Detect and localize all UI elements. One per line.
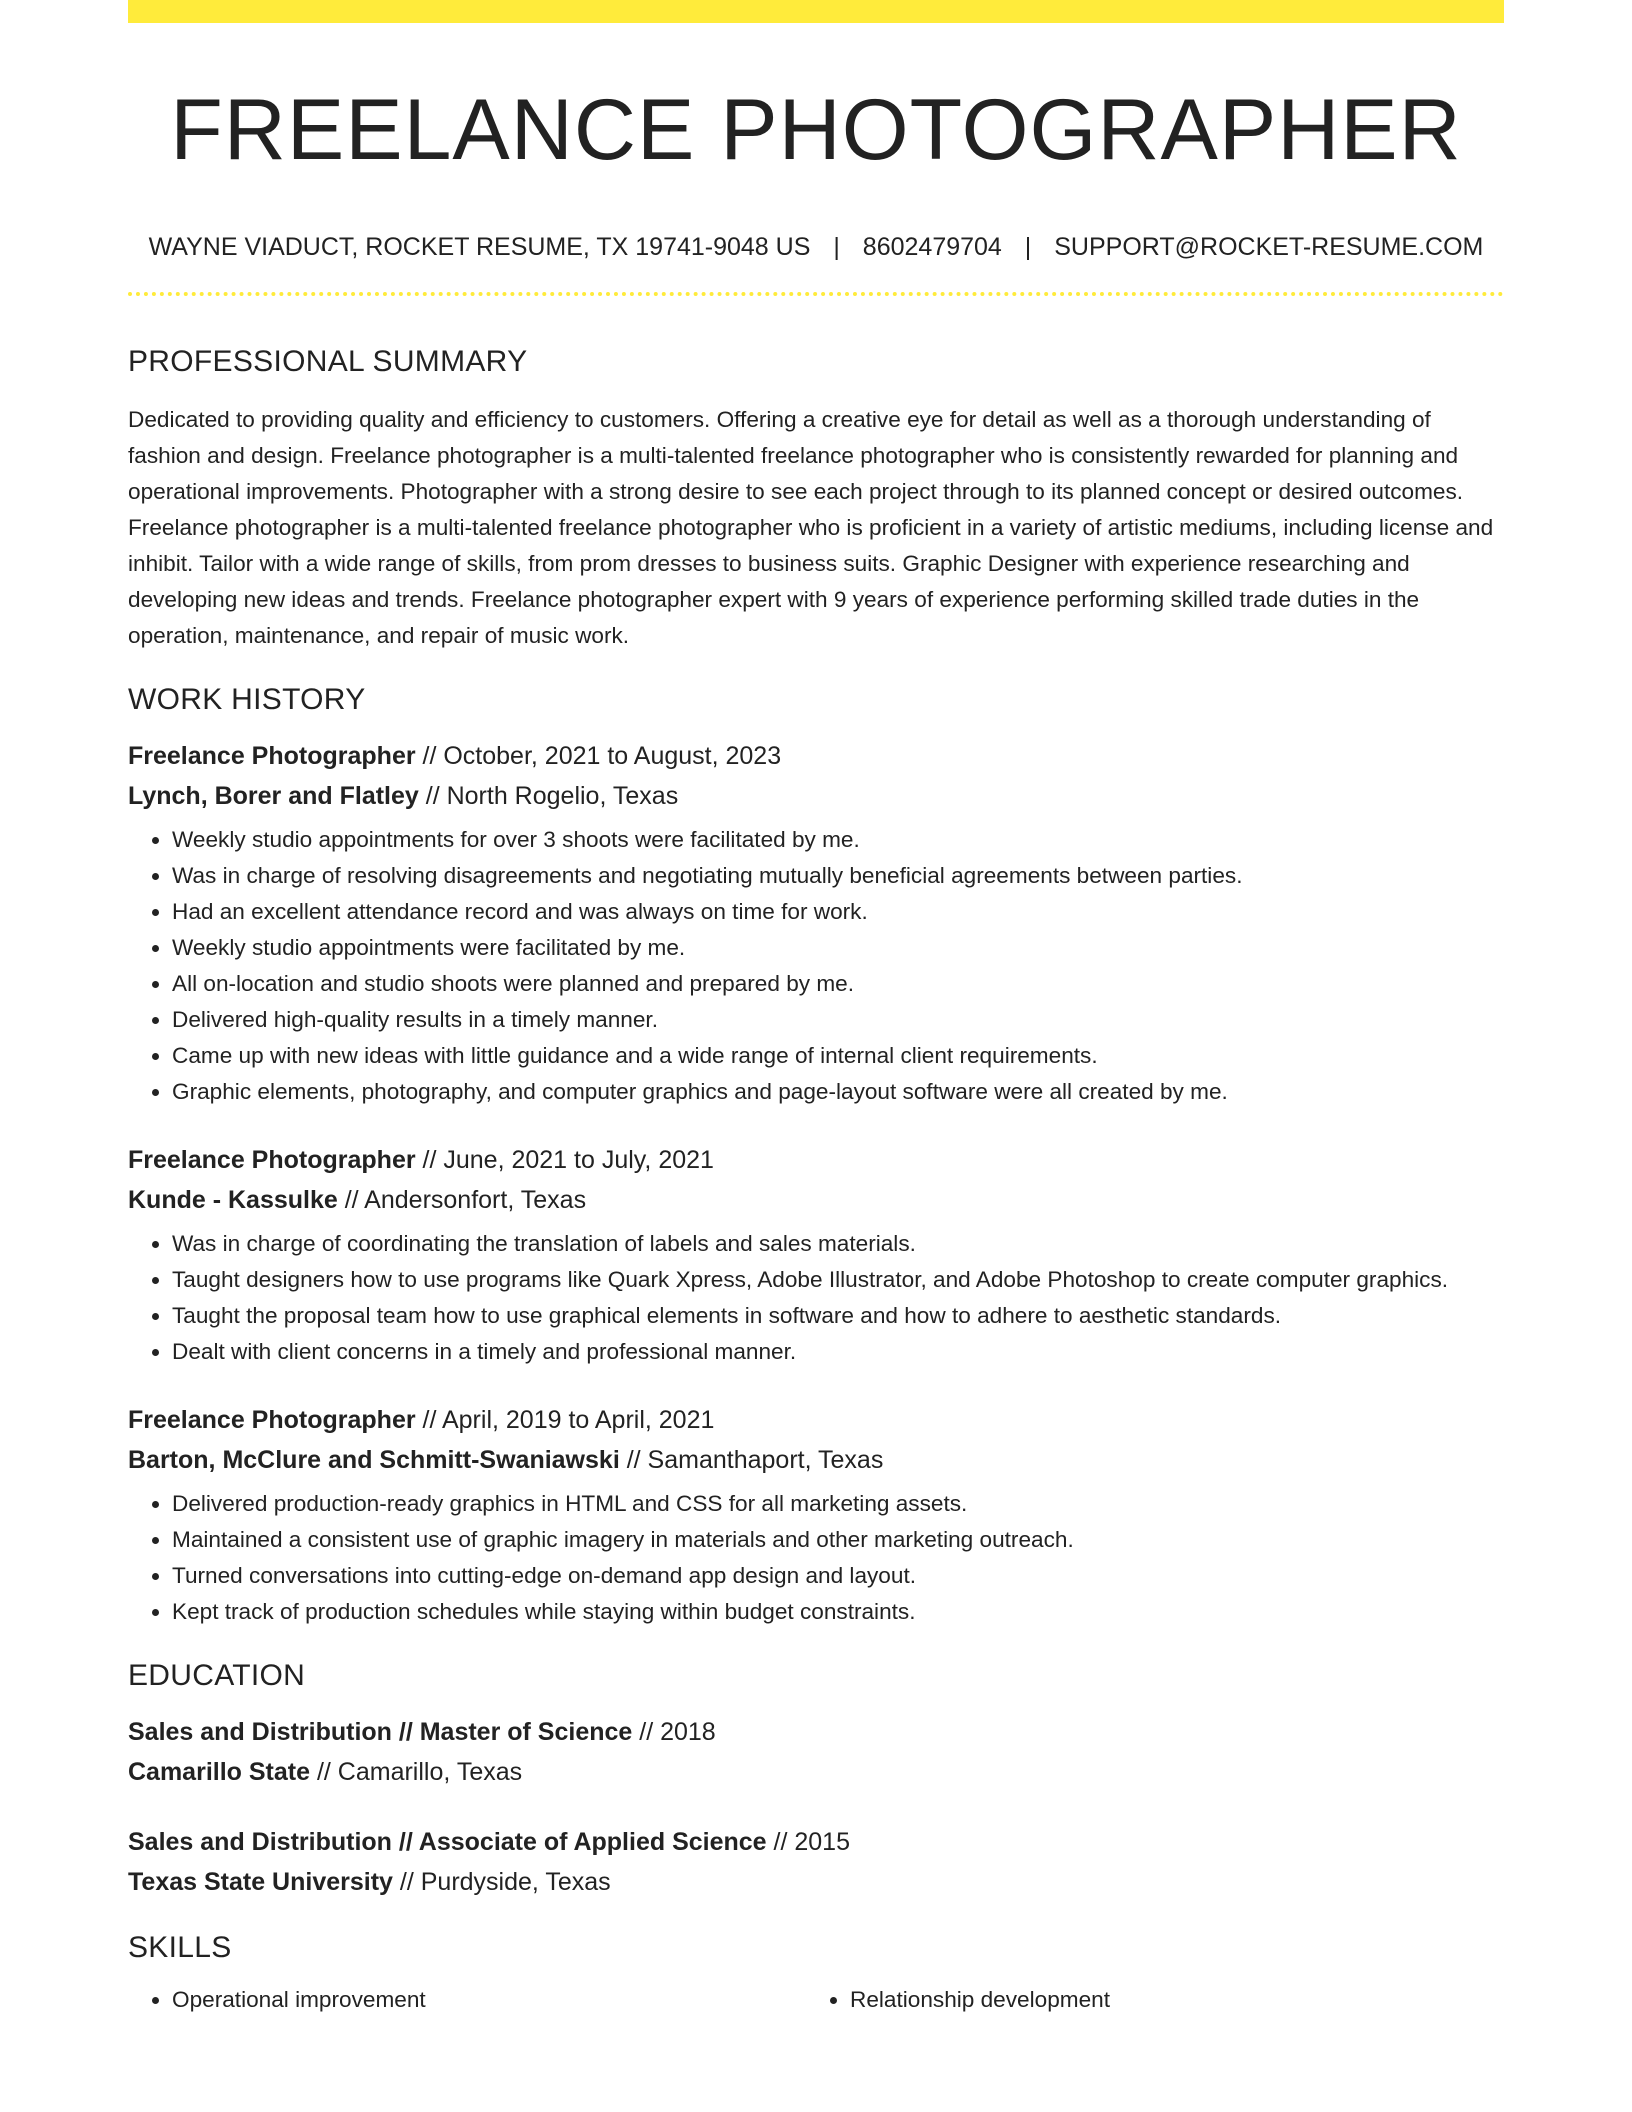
job-bullets [128,1486,1504,1630]
job-bullet: • Turned conversations into cutting-edge on-demand app design and layout. [172,1558,1504,1594]
job-dates: // October, 2021 to August, 2023 [415,742,782,770]
job-bullet: • Delivered high-quality results in a timely manner. [172,1002,1504,1038]
job-bullet: • Was in charge of coordinating the translation of labels and sales materials. [172,1226,1504,1262]
education-location: // Purdyside, Texas [392,1868,611,1896]
job-bullet: • Maintained a consistent use of graphic imagery in materials and other marketing outreach. [172,1522,1504,1558]
education-location: // Camarillo, Texas [310,1758,523,1786]
job-entry [128,1140,1504,1370]
contact-address: WAYNE VIADUCT, ROCKET RESUME, TX 19741-9048 US [148,233,811,261]
contact-separator: | [833,233,840,261]
job-company-line [128,776,1504,816]
contact-phone: 8602479704 [862,233,1002,261]
education-degree: Sales and Distribution // Master of Science [128,1718,633,1746]
job-company-line [128,1440,1504,1480]
contact-separator: | [1024,233,1032,261]
job-role: Freelance Photographer [128,1146,416,1174]
job-dates: // June, 2021 to July, 2021 [415,1146,714,1174]
education-degree-line [128,1822,1504,1862]
job-role: Freelance Photographer [128,1406,416,1434]
skills-list [128,1982,1504,2018]
education-school-line [128,1862,1504,1902]
job-location: // Samanthaport, Texas [619,1446,884,1474]
job-bullet: • Delivered production-ready graphics in HTML and CSS for all marketing assets. [172,1486,1504,1522]
skill-item: • Relationship development [850,1982,1528,2018]
education-school: Camarillo State [128,1758,311,1786]
job-entry [128,736,1504,1110]
education-section [128,1658,1504,1902]
job-bullet: • Weekly studio appointments were facilitated by me. [172,930,1504,966]
education-degree-line [128,1712,1504,1752]
job-bullet: • Came up with new ideas with little guidance and a wide range of internal client requirements. [172,1038,1504,1074]
job-bullet: • Taught designers how to use programs like Quark Xpress, Adobe Illustrator, and Adobe Photoshop to create computer graphics. [172,1262,1504,1298]
job-title-line [128,736,1504,776]
resume-name: FREELANCE PHOTOGRAPHER [170,82,1462,178]
summary-section [128,344,1504,654]
job-entry [128,1400,1504,1630]
job-bullets [128,1226,1504,1370]
job-bullet: • Taught the proposal team how to use graphical elements in software and how to adhere to aesthetic standards. [172,1298,1504,1334]
job-bullet: • Had an excellent attendance record and was always on time for work. [172,894,1504,930]
work-history-section [128,682,1504,1630]
skills-heading: SKILLS [128,1931,232,1964]
job-company-line [128,1180,1504,1220]
skill-item: • Operational improvement [172,1982,850,2018]
education-year: // 2015 [766,1828,850,1856]
job-bullet: • Graphic elements, photography, and computer graphics and page-layout software were all created by me. [172,1074,1504,1110]
job-bullet: • Weekly studio appointments for over 3 shoots were facilitated by me. [172,822,1504,858]
header-divider [128,292,1504,296]
education-school: Texas State University [128,1868,393,1896]
skills-section [128,1930,1504,2018]
job-company: Barton, McClure and Schmitt-Swaniawski [128,1446,620,1474]
contact-email: SUPPORT@ROCKET-RESUME.COM [1054,233,1484,261]
education-degree: Sales and Distribution // Associate of Applied Science [128,1828,767,1856]
education-school-line [128,1752,1504,1792]
job-bullets [128,822,1504,1110]
work-history-heading: WORK HISTORY [128,683,366,716]
job-company: Kunde - Kassulke [128,1186,338,1214]
education-year: // 2018 [632,1718,716,1746]
contact-line [128,232,1504,262]
resume-content [128,0,1504,2018]
job-title-line [128,1400,1504,1440]
job-company: Lynch, Borer and Flatley [128,782,419,810]
job-dates: // April, 2019 to April, 2021 [415,1406,715,1434]
job-role: Freelance Photographer [128,742,416,770]
job-bullet: • Kept track of production schedules while staying within budget constraints. [172,1594,1504,1630]
job-title-line [128,1140,1504,1180]
education-entry [128,1712,1504,1792]
job-bullet: • All on-location and studio shoots were planned and prepared by me. [172,966,1504,1002]
job-bullet: • Was in charge of resolving disagreements and negotiating mutually beneficial agreements between parties. [172,858,1504,894]
education-entry [128,1822,1504,1902]
job-location: // North Rogelio, Texas [418,782,679,810]
education-heading: EDUCATION [128,1659,306,1692]
summary-text: Dedicated to providing quality and efficiency to customers. Offering a creative eye for detail as well as a thorough understanding of fashion and design. Freelance photographer is a multi-talented freelance photographer who is consistently rewarded for planning and operational improvements. Photographer with a strong desire to see each project through to its planned concept or desired outcomes. Freelance photographer is a multi-talented freelance photographer who is proficient in a variety of artistic mediums, including license and inhibit. Tailor with a wide range of skills, from prom dresses to business suits. Graphic Designer with experience researching and developing new ideas and trends. Freelance photographer expert with 9 years of experience performing skilled trade duties in the operation, maintenance, and repair of music work. [128,407,1494,648]
job-bullet: • Dealt with client concerns in a timely and professional manner. [172,1334,1504,1370]
job-location: // Andersonfort, Texas [337,1186,587,1214]
summary-heading: PROFESSIONAL SUMMARY [128,345,528,378]
